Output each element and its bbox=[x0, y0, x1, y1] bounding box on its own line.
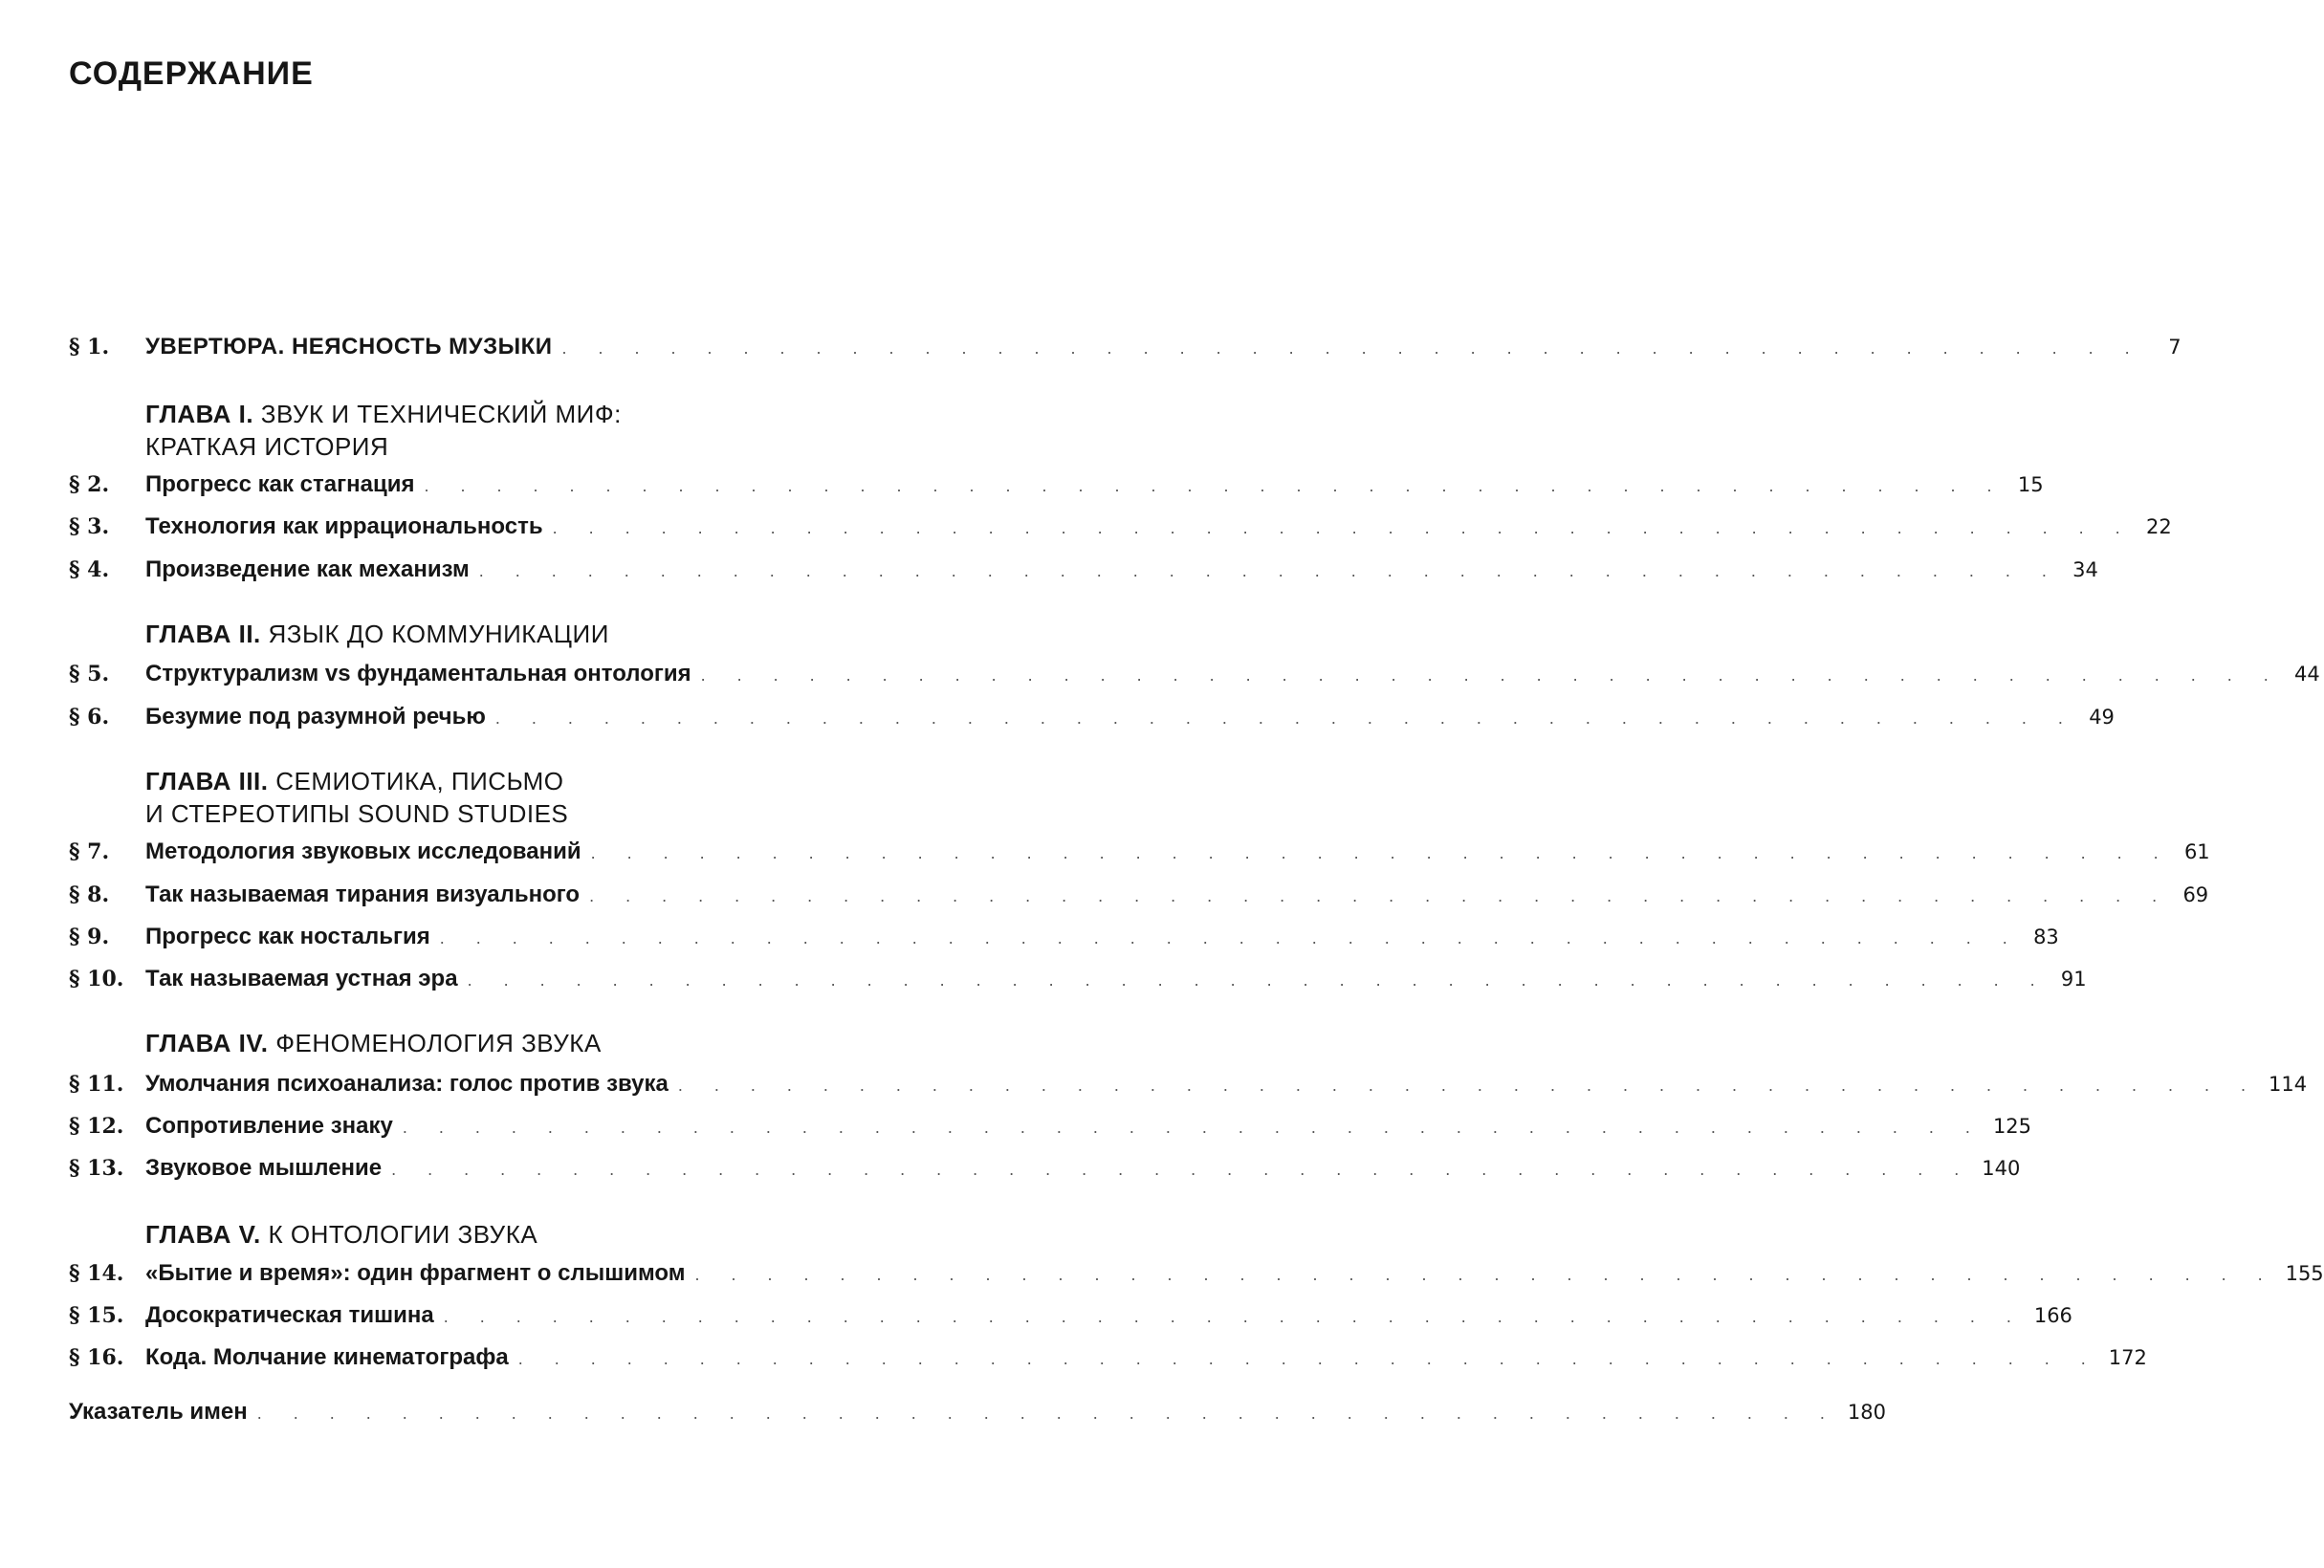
page-number: 91 bbox=[2060, 968, 2087, 991]
page-number: 114 bbox=[2268, 1073, 2308, 1096]
section-number: § 10. bbox=[69, 967, 124, 991]
page-number: 49 bbox=[2089, 706, 2115, 729]
dot-leader: . . . . . . . . . . . . . . . . . . . . . . . . . . . . . . . . . . . . . . . . . . . . bbox=[590, 843, 2172, 862]
page-number: 180 bbox=[1847, 1401, 1886, 1424]
dot-leader: . . . . . . . . . . . . . . . . . . . . . . . . . . . . . . . . . . . . . . . . . . . . bbox=[391, 1160, 1973, 1179]
section-title: Структурализм vs фундаментальная онтология bbox=[145, 661, 691, 686]
dot-leader: . . . . . . . . . . . . . . . . . . . . . . . . . . . . . . . . . . . . . . . . . . . . bbox=[443, 1307, 2025, 1326]
section-number: § 1. bbox=[69, 335, 110, 359]
toc-entry bbox=[69, 1257, 2324, 1290]
section-number: § 6. bbox=[69, 705, 110, 730]
section-title: Сопротивление знаку bbox=[145, 1113, 393, 1139]
toc-entry bbox=[69, 1110, 2032, 1143]
toc-entry bbox=[69, 879, 2209, 911]
section-number: § 14. bbox=[69, 1261, 124, 1286]
toc-entry bbox=[69, 921, 2059, 953]
toc-entry bbox=[69, 1299, 2072, 1332]
section-number: § 11. bbox=[69, 1072, 124, 1097]
section-title: Прогресс как ностальгия bbox=[145, 924, 430, 949]
chapter-heading bbox=[145, 618, 815, 650]
chapter-title: СЕМИОТИКА, ПИСЬМО bbox=[275, 767, 564, 795]
chapter-title: ФЕНОМЕНОЛОГИЯ ЗВУКА bbox=[275, 1029, 602, 1057]
page-number: 166 bbox=[2033, 1304, 2072, 1327]
dot-leader: . . . . . . . . . . . . . . . . . . . . . . . . . . . . . . . . . . . . . . . . . . . . bbox=[256, 1404, 1838, 1423]
toc-entry bbox=[69, 836, 2210, 868]
section-number: § 7. bbox=[69, 839, 110, 864]
section-number: § 3. bbox=[69, 514, 110, 539]
chapter-heading bbox=[145, 398, 815, 463]
dot-leader: . . . . . . . . . . . . . . . . . . . . . . . . . . . . . . . . . . . . . . . . . . . . bbox=[478, 561, 2060, 580]
section-title: Технология как иррациональность bbox=[145, 513, 543, 539]
dot-leader: . . . . . . . . . . . . . . . . . . . . . . . . . . . . . . . . . . . . . . . . . . . . bbox=[402, 1118, 1984, 1137]
toc-entry bbox=[69, 554, 2098, 586]
chapter-number: ГЛАВА III. bbox=[145, 767, 269, 795]
toc-entry bbox=[69, 468, 2044, 501]
toc-entry bbox=[69, 1341, 2147, 1374]
section-number: § 13. bbox=[69, 1156, 124, 1181]
chapter-heading bbox=[145, 765, 815, 830]
section-number: § 12. bbox=[69, 1114, 124, 1139]
section-title: Так называемая тирания визуального bbox=[145, 882, 581, 907]
section-title: Досократическая тишина bbox=[145, 1302, 434, 1328]
page-number: 34 bbox=[2072, 558, 2098, 581]
dot-leader: . . . . . . . . . . . . . . . . . . . . . . . . . . . . . . . . . . . . . . . . . . . . bbox=[677, 1076, 2259, 1095]
page-number: 44 bbox=[2293, 663, 2320, 686]
dot-leader: . . . . . . . . . . . . . . . . . . . . . . . . . . . . . . . . . . . . . . . . . . . . bbox=[424, 476, 2006, 495]
page-number: 125 bbox=[1992, 1115, 2032, 1138]
chapter-number: ГЛАВА I. bbox=[145, 400, 254, 428]
section-number: § 9. bbox=[69, 925, 110, 949]
chapter-title: ЯЗЫК ДО КОММУНИКАЦИИ bbox=[268, 620, 609, 648]
section-title: Прогресс как стагнация bbox=[145, 471, 415, 497]
toc-entry bbox=[69, 963, 2087, 995]
section-title: Умолчания психоанализа: голос против звука bbox=[145, 1071, 669, 1097]
section-title: УВЕРТЮРА. НЕЯСНОСТЬ МУЗЫКИ bbox=[145, 334, 553, 359]
page-number: 83 bbox=[2033, 926, 2059, 948]
dot-leader: . . . . . . . . . . . . . . . . . . . . . . . . . . . . . . . . . . . . . . . . . . . . bbox=[552, 518, 2134, 537]
section-number: § 5. bbox=[69, 662, 110, 686]
chapter-title-continued: И СТЕРЕОТИПЫ SOUND STUDIES bbox=[145, 799, 569, 828]
page-number: 172 bbox=[2108, 1346, 2147, 1369]
chapter-title-continued: КРАТКАЯ ИСТОРИЯ bbox=[145, 432, 389, 461]
dot-leader: . . . . . . . . . . . . . . . . . . . . . . . . . . . . . . . . . . . . . . . . . . . . bbox=[700, 665, 2282, 685]
index-title: Указатель имен bbox=[69, 1399, 248, 1425]
toc-entry bbox=[69, 1152, 2021, 1185]
toc-entry bbox=[69, 511, 2172, 543]
dot-leader: . . . . . . . . . . . . . . . . . . . . . . . . . . . . . . . . . . . . . . . . . . . . bbox=[517, 1349, 2099, 1368]
chapter-number: ГЛАВА IV. bbox=[145, 1029, 269, 1057]
dot-leader: . . . . . . . . . . . . . . . . . . . . . . . . . . . . . . . . . . . . . . . . . . . . bbox=[439, 928, 2021, 947]
section-title: Кода. Молчание кинематографа bbox=[145, 1344, 509, 1370]
toc-entry bbox=[69, 1068, 2308, 1100]
dot-leader: . . . . . . . . . . . . . . . . . . . . . . . . . . . . . . . . . . . . . . . . . . . . bbox=[494, 708, 2076, 728]
section-number: § 4. bbox=[69, 557, 110, 582]
chapter-title: К ОНТОЛОГИИ ЗВУКА bbox=[268, 1220, 538, 1249]
section-number: § 2. bbox=[69, 472, 110, 497]
section-title: Методология звуковых исследований bbox=[145, 838, 581, 864]
page-number: 69 bbox=[2182, 883, 2209, 906]
toc-entry bbox=[69, 658, 2320, 690]
dot-leader: . . . . . . . . . . . . . . . . . . . . . . . . . . . . . . . . . . . . . . . . . . . . bbox=[694, 1265, 2276, 1284]
section-title: Безумие под разумной речью bbox=[145, 704, 486, 730]
chapter-number: ГЛАВА V. bbox=[145, 1220, 261, 1249]
chapter-number: ГЛАВА II. bbox=[145, 620, 261, 648]
page-number: 155 bbox=[2285, 1262, 2324, 1285]
section-number: § 16. bbox=[69, 1345, 124, 1370]
page-number: 22 bbox=[2145, 515, 2172, 538]
page-number: 140 bbox=[1982, 1157, 2021, 1180]
dot-leader: . . . . . . . . . . . . . . . . . . . . . . . . . . . . . . . . . . . . . . . . . . . . bbox=[561, 338, 2143, 358]
page-number: 61 bbox=[2183, 840, 2210, 863]
section-title: Произведение как механизм bbox=[145, 556, 470, 582]
section-number: § 8. bbox=[69, 882, 110, 907]
section-title: Так называемая устная эра bbox=[145, 966, 458, 991]
chapter-heading bbox=[145, 1027, 815, 1059]
toc-entry-index bbox=[69, 1396, 1886, 1428]
section-title: Звуковое мышление bbox=[145, 1155, 383, 1181]
chapter-title: ЗВУК И ТЕХНИЧЕСКИЙ МИФ: bbox=[260, 400, 622, 428]
page-title: СОДЕРЖАНИЕ bbox=[69, 55, 314, 92]
dot-leader: . . . . . . . . . . . . . . . . . . . . . . . . . . . . . . . . . . . . . . . . . . . . bbox=[467, 970, 2049, 990]
toc-entry bbox=[69, 331, 2181, 363]
section-title: «Бытие и время»: один фрагмент о слышимом bbox=[145, 1260, 686, 1286]
page-number: 15 bbox=[2017, 473, 2044, 496]
dot-leader: . . . . . . . . . . . . . . . . . . . . . . . . . . . . . . . . . . . . . . . . . . . . bbox=[589, 886, 2171, 905]
toc-entry bbox=[69, 701, 2115, 733]
chapter-heading bbox=[145, 1218, 815, 1251]
section-number: § 15. bbox=[69, 1303, 124, 1328]
page-number: 7 bbox=[2168, 336, 2181, 359]
